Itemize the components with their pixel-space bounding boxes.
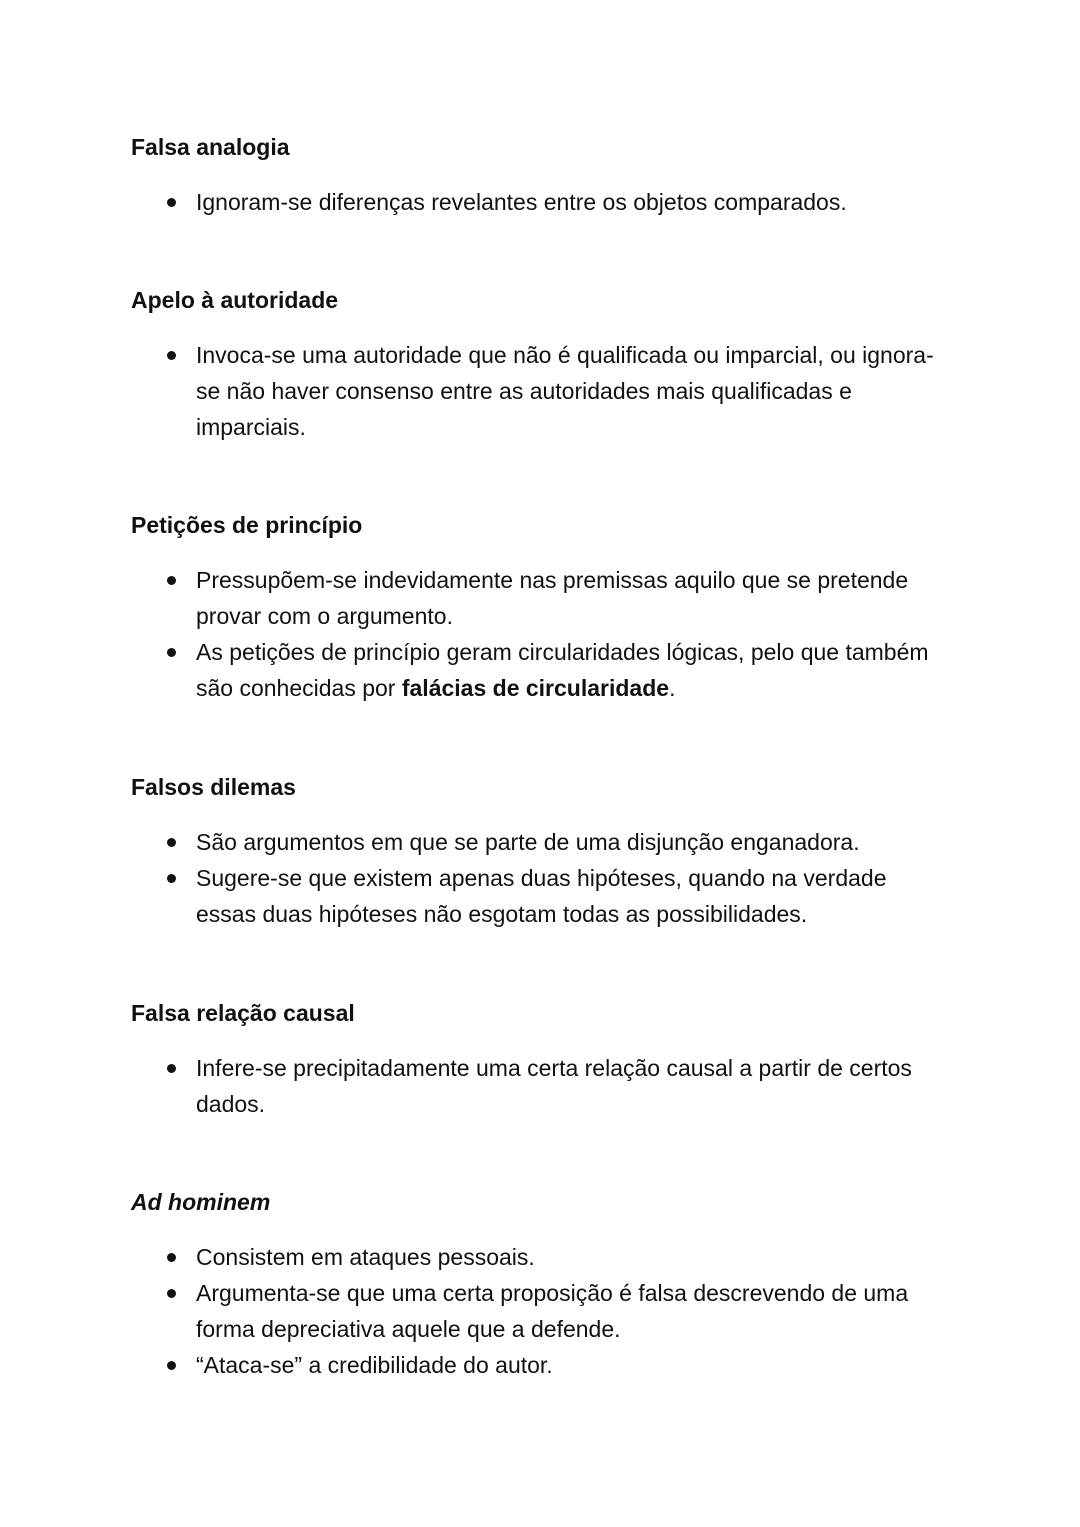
bullet-item: As petições de princípio geram circularidades lógicas, pelo que também são conhecidas por falácias de circularidade. (131, 634, 951, 706)
bullet-item: Pressupõem-se indevidamente nas premissas aquilo que se pretende provar com o argumento. (131, 562, 951, 634)
bold-term: falácias de circularidade (401, 675, 670, 701)
section-heading: Falsa analogia (131, 134, 290, 160)
bullet-list (131, 824, 951, 932)
bullet-list (131, 337, 951, 445)
bullet-list (131, 1050, 951, 1122)
section-heading: Falsa relação causal (131, 1000, 355, 1026)
section-heading: Apelo à autoridade (131, 287, 339, 313)
bullet-list (131, 562, 951, 706)
section-heading: Ad hominem (131, 1189, 271, 1215)
bullet-item: Infere-se precipitadamente uma certa relação causal a partir de certos dados. (131, 1050, 951, 1122)
bullet-list (131, 1239, 951, 1383)
bullet-item: Sugere-se que existem apenas duas hipóteses, quando na verdade essas duas hipóteses não esgotam todas as possibilidades. (131, 860, 951, 932)
section-peticoes-principio (131, 510, 951, 706)
bullet-item: São argumentos em que se parte de uma disjunção enganadora. (131, 824, 951, 860)
section-falsa-relacao-causal (131, 998, 951, 1122)
bullet-item: Ignoram-se diferenças revelantes entre os objetos comparados. (131, 184, 951, 220)
bullet-item: “Ataca-se” a credibilidade do autor. (131, 1347, 951, 1383)
bullet-item: Consistem em ataques pessoais. (131, 1239, 951, 1275)
bullet-item: Invoca-se uma autoridade que não é qualificada ou imparcial, ou ignora-se não haver consenso entre as autoridades mais qualificadas e imparciais. (131, 337, 951, 445)
section-ad-hominem (131, 1187, 951, 1383)
section-falsos-dilemas (131, 772, 951, 932)
bullet-item: Argumenta-se que uma certa proposição é falsa descrevendo de uma forma depreciativa aquele que a defende. (131, 1275, 951, 1347)
section-heading: Petições de princípio (131, 512, 363, 538)
section-falsa-analogia (131, 132, 951, 220)
bullet-list (131, 184, 951, 220)
section-heading: Falsos dilemas (131, 774, 296, 800)
section-apelo-autoridade (131, 285, 951, 445)
